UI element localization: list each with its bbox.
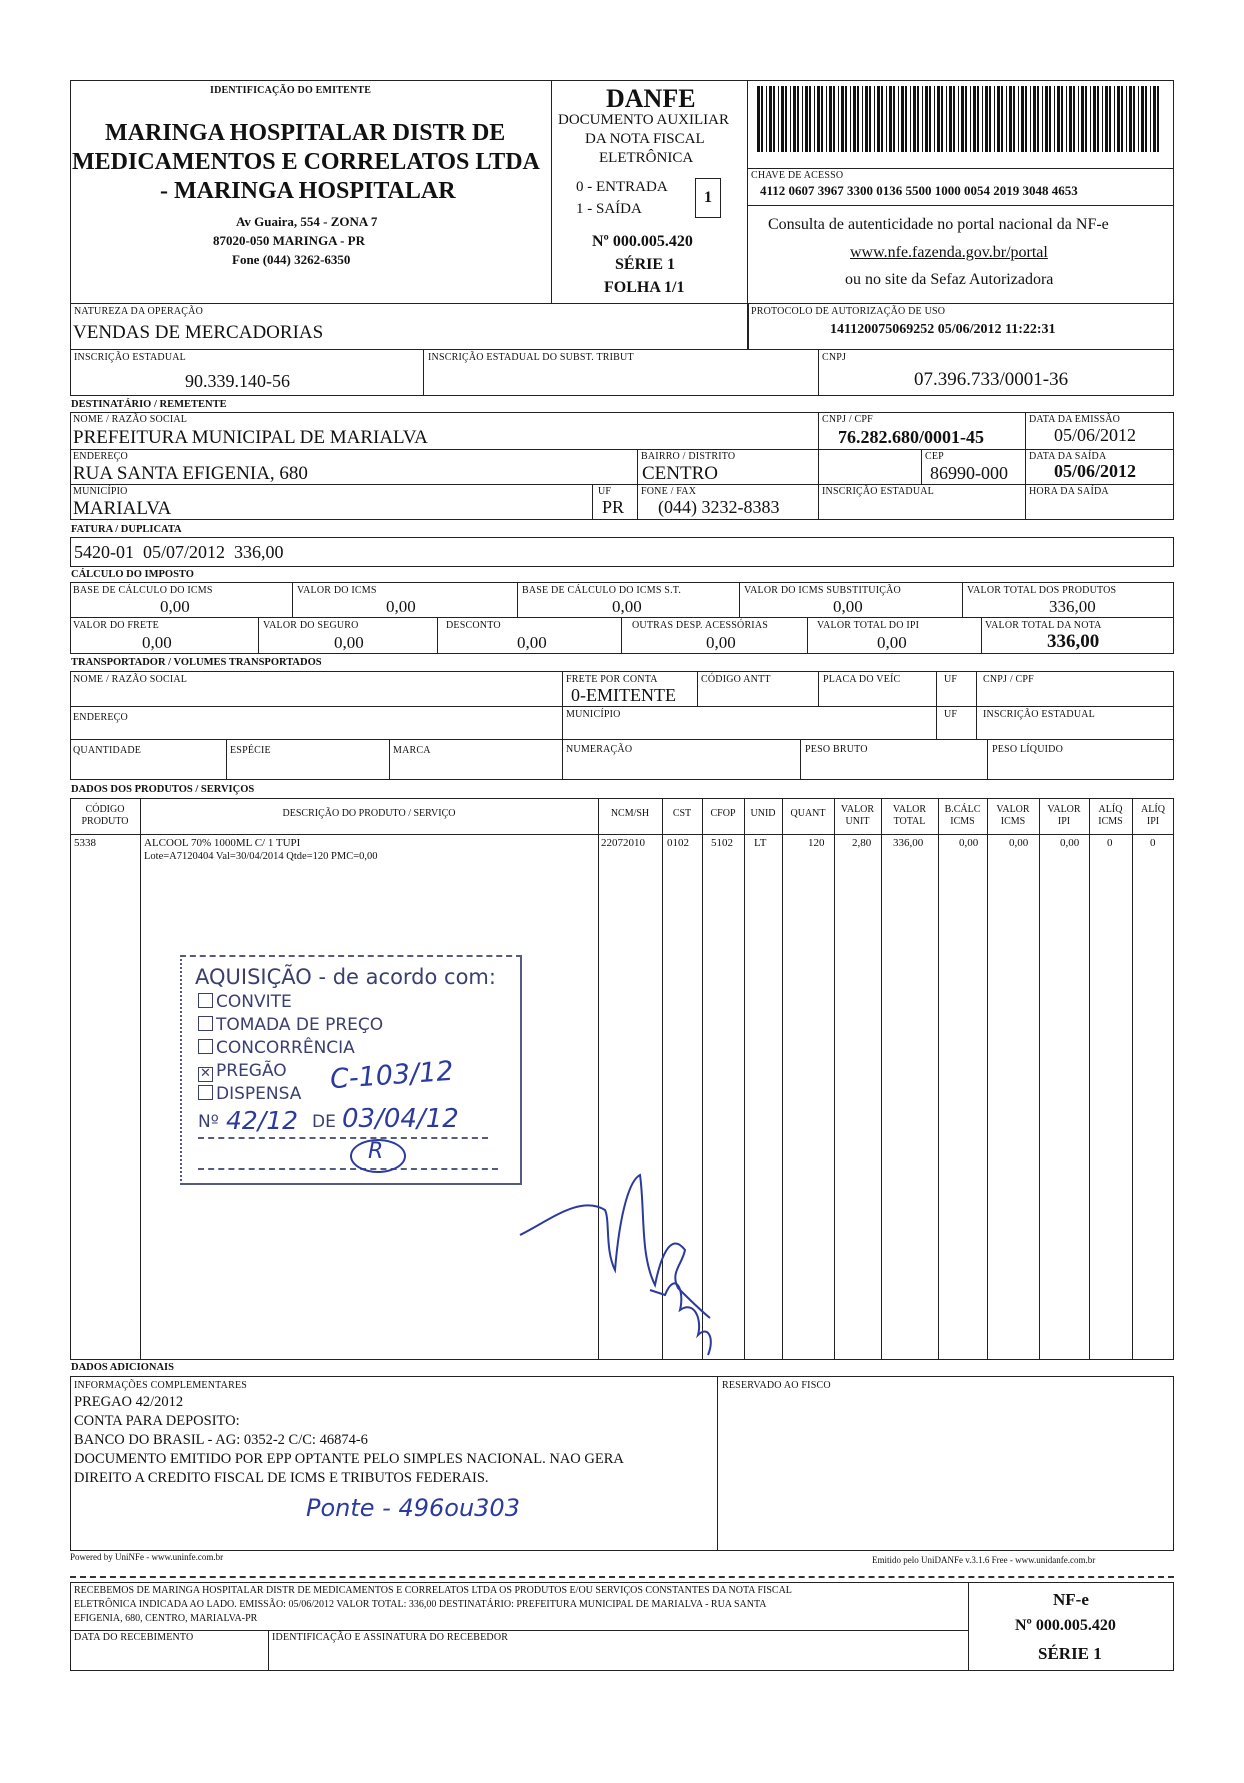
stamp-option	[198, 1038, 355, 1058]
barcode-bar	[793, 86, 796, 152]
barcode-bar	[994, 86, 995, 152]
prod-descricao: ALCOOL 70% 1000ML C/ 1 TUPI	[144, 837, 301, 849]
barcode-bar	[802, 86, 803, 152]
transp-peso-liquido-label: PESO LÍQUIDO	[992, 744, 1064, 755]
barcode-bar	[934, 86, 935, 152]
barcode-bar	[805, 86, 808, 152]
barcode-bar	[925, 86, 928, 152]
cnpj-value: 07.396.733/0001-36	[914, 369, 1069, 390]
table-header-cell: VALOR TOTAL	[892, 804, 927, 827]
chave-consulta-url[interactable]: www.nfe.fazenda.gov.br/portal	[850, 244, 1048, 261]
barcode-bar	[1081, 86, 1084, 152]
cut-line	[70, 1576, 1174, 1578]
barcode-bar	[841, 86, 844, 152]
stamp-option-label: DISPENSA	[216, 1084, 302, 1104]
barcode-bar	[1157, 86, 1159, 152]
transp-uf-label: UF	[944, 674, 958, 685]
stamp-option-label: CONVITE	[216, 992, 292, 1012]
barcode-bar	[1109, 86, 1111, 152]
natureza-value: VENDAS DE MERCADORIAS	[73, 322, 324, 343]
barcode-bar	[1093, 86, 1096, 152]
barcode-bar	[773, 86, 775, 152]
barcode-bar	[865, 86, 868, 152]
dest-cnpj-label: CNPJ / CPF	[822, 414, 873, 425]
transp-uf2-label: UF	[944, 709, 958, 720]
canhoto-assinatura-label: IDENTIFICAÇÃO E ASSINATURA DO RECEBEDOR	[272, 1632, 509, 1643]
barcode-bar	[809, 86, 811, 152]
table-header-cell: CST	[672, 808, 692, 819]
frete-value: 0,00	[142, 633, 172, 652]
ie-value: 90.339.140-56	[185, 371, 290, 391]
barcode-bar	[961, 86, 964, 152]
chave-value: 4112 0607 3967 3300 0136 5500 1000 0054 2019 3048 4653	[760, 183, 1078, 198]
barcode-bar	[917, 86, 919, 152]
barcode-bar	[977, 86, 979, 152]
barcode-bar	[853, 86, 856, 152]
prod-unid: LT	[754, 837, 767, 849]
ie-label: INSCRIÇÃO ESTADUAL	[74, 352, 186, 363]
stamp-de: DE	[312, 1112, 336, 1132]
total-ipi-label: VALOR TOTAL DO IPI	[817, 620, 920, 631]
barcode-bar	[1018, 86, 1019, 152]
seguro-value: 0,00	[334, 633, 364, 652]
seguro-label: VALOR DO SEGURO	[263, 620, 359, 631]
icms-subst-label: VALOR DO ICMS SUBSTITUIÇÃO	[744, 585, 901, 596]
prod-aliq-icms: 0	[1107, 837, 1113, 849]
barcode-bar	[845, 86, 847, 152]
barcode-bar	[1033, 86, 1036, 152]
danfe-entrada: 0 - ENTRADA	[576, 179, 668, 195]
info-label: INFORMAÇÕES COMPLEMENTARES	[74, 1380, 248, 1391]
fatura-section: FATURA / DUPLICATA	[71, 524, 182, 535]
barcode-bar	[1114, 86, 1115, 152]
dest-cnpj: 76.282.680/0001-45	[838, 427, 984, 447]
danfe-saida: 1 - SAÍDA	[576, 201, 642, 217]
base-icms-st-value: 0,00	[612, 597, 642, 616]
barcode-bar	[785, 86, 787, 152]
barcode-bar	[1090, 86, 1091, 152]
emitente-name-line3: - MARINGA HOSPITALAR	[160, 178, 456, 204]
barcode-bar	[1138, 86, 1139, 152]
barcode-bar	[982, 86, 983, 152]
dest-hora-label: HORA DA SAÍDA	[1029, 486, 1109, 497]
dest-ie-label: INSCRIÇÃO ESTADUAL	[822, 486, 934, 497]
barcode-bar	[1153, 86, 1156, 152]
dest-saida: 05/06/2012	[1054, 461, 1137, 481]
canhoto-text1: RECEBEMOS DE MARINGA HOSPITALAR DISTR DE MEDICAMENTOS E CORRELATOS LTDA OS PRODUTOS E/OU SERVIÇOS CONSTANTES DA NOTA FISCAL	[74, 1585, 792, 1596]
prod-bcalc: 0,00	[959, 837, 979, 849]
checkbox-icon	[198, 993, 213, 1008]
barcode-bar	[1145, 86, 1147, 152]
total-nota-label: VALOR TOTAL DA NOTA	[985, 620, 1102, 631]
barcode-bar	[877, 86, 880, 152]
danfe-numero: Nº 000.005.420	[592, 233, 693, 250]
barcode-bar	[1069, 86, 1072, 152]
barcode-bar	[814, 86, 815, 152]
barcode-bar	[761, 86, 763, 152]
barcode-bar	[922, 86, 923, 152]
barcode-bar	[778, 86, 779, 152]
barcode-bar	[862, 86, 863, 152]
barcode-bar	[953, 86, 955, 152]
prod-codigo: 5338	[74, 837, 96, 849]
prod-vipi: 0,00	[1060, 837, 1080, 849]
table-header-cell: CFOP	[710, 808, 736, 819]
transp-especie-label: ESPÉCIE	[230, 745, 271, 756]
barcode-bar	[1013, 86, 1015, 152]
barcode	[755, 86, 1165, 152]
barcode-bar	[905, 86, 907, 152]
stamp-numero-prefix: Nº	[198, 1112, 219, 1132]
transp-placa-label: PLACA DO VEÍC	[823, 674, 901, 685]
icms-subst-value: 0,00	[833, 597, 863, 616]
table-column-divider	[782, 798, 783, 1360]
stamp-option	[198, 1084, 301, 1104]
table-header-cell: ALÍQ IPI	[1141, 804, 1165, 827]
total-produtos-label: VALOR TOTAL DOS PRODUTOS	[967, 585, 1117, 596]
info-line-1: PREGAO 42/2012	[74, 1394, 184, 1410]
imposto-section: CÁLCULO DO IMPOSTO	[71, 569, 194, 580]
checkbox-icon	[198, 1085, 213, 1100]
barcode-bar	[1066, 86, 1067, 152]
table-header-cell: B.CÁLC ICMS	[944, 804, 981, 827]
barcode-bar	[937, 86, 940, 152]
barcode-bar	[913, 86, 916, 152]
danfe-sub3: ELETRÔNICA	[599, 150, 694, 166]
dest-emissao-label: DATA DA EMISSÃO	[1029, 414, 1121, 425]
transp-municipio-label: MUNICÍPIO	[566, 709, 621, 720]
transporte-section: TRANSPORTADOR / VOLUMES TRANSPORTADOS	[71, 657, 322, 668]
barcode-bar	[1021, 86, 1024, 152]
outras-desp-label: OUTRAS DESP. ACESSÓRIAS	[632, 620, 769, 631]
dest-nome-label: NOME / RAZÃO SOCIAL	[73, 414, 188, 425]
table-header-cell: CÓDIGO PRODUTO	[81, 804, 129, 827]
handwritten-signature	[510, 1150, 750, 1370]
stamp-initials: R	[368, 1139, 384, 1164]
transp-nome-label: NOME / RAZÃO SOCIAL	[73, 674, 188, 685]
base-icms-label: BASE DE CÁLCULO DO ICMS	[73, 585, 213, 596]
barcode-bar	[941, 86, 943, 152]
dest-fone: (044) 3232-8383	[658, 497, 780, 517]
chave-consulta1: Consulta de autenticidade no portal nacional da NF-e	[768, 216, 1109, 233]
info-handwritten: Ponte - 496ou303	[306, 1494, 520, 1522]
canhoto-numero: Nº 000.005.420	[1015, 1617, 1116, 1634]
emitente-phone: Fone (044) 3262-6350	[232, 252, 351, 267]
adicionais-section: DADOS ADICIONAIS	[71, 1362, 174, 1373]
barcode-bar	[766, 86, 767, 152]
barcode-bar	[1030, 86, 1031, 152]
barcode-bar	[970, 86, 971, 152]
barcode-bar	[958, 86, 959, 152]
prod-vunit: 2,80	[852, 837, 872, 849]
prod-cst: 0102	[667, 837, 689, 849]
stamp-handwritten: C-103/12	[329, 1055, 455, 1096]
barcode-bar	[1057, 86, 1060, 152]
table-column-divider	[1132, 798, 1133, 1360]
stamp-option	[198, 1015, 383, 1035]
barcode-bar	[1097, 86, 1099, 152]
checkbox-icon: ✕	[198, 1067, 213, 1082]
dest-emissao: 05/06/2012	[1054, 425, 1137, 445]
barcode-bar	[874, 86, 875, 152]
barcode-bar	[797, 86, 799, 152]
barcode-bar	[1121, 86, 1123, 152]
valor-icms-value: 0,00	[386, 597, 416, 616]
info-line-4: DOCUMENTO EMITIDO POR EPP OPTANTE PELO SIMPLES NACIONAL. NAO GERA	[74, 1451, 624, 1467]
emitente-name-line1: MARINGA HOSPITALAR DISTR DE	[105, 120, 506, 146]
barcode-bar	[929, 86, 931, 152]
barcode-bar	[1045, 86, 1048, 152]
table-column-divider	[140, 798, 141, 1360]
table-column-divider	[938, 798, 939, 1360]
prod-vtotal: 336,00	[893, 837, 924, 849]
protocolo-label: PROTOCOLO DE AUTORIZAÇÃO DE USO	[751, 306, 946, 317]
transp-marca-label: MARCA	[393, 745, 431, 756]
barcode-bar	[1025, 86, 1027, 152]
stamp-option-label: PREGÃO	[216, 1061, 287, 1081]
barcode-bar	[1037, 86, 1039, 152]
dest-nome: PREFEITURA MUNICIPAL DE MARIALVA	[73, 427, 428, 448]
danfe-sub1: DOCUMENTO AUXILIAR	[558, 112, 729, 128]
total-ipi-value: 0,00	[877, 633, 907, 652]
valor-icms-label: VALOR DO ICMS	[297, 585, 377, 596]
stamp-data: 03/04/12	[342, 1104, 459, 1134]
barcode-bar	[1054, 86, 1055, 152]
stamp-option	[198, 1061, 287, 1082]
barcode-bar	[1129, 86, 1132, 152]
emitente-section-label: IDENTIFICAÇÃO DO EMITENTE	[210, 85, 372, 96]
danfe-serie: SÉRIE 1	[615, 256, 676, 273]
table-header-cell: DESCRIÇÃO DO PRODUTO / SERVIÇO	[282, 808, 456, 819]
barcode-bar	[889, 86, 892, 152]
emitente-city: 87020-050 MARINGA - PR	[213, 233, 366, 248]
barcode-bar	[1133, 86, 1135, 152]
table-header-cell: NCM/SH	[610, 808, 650, 819]
barcode-bar	[1061, 86, 1063, 152]
table-column-divider	[834, 798, 835, 1360]
prod-vicms: 0,00	[1009, 837, 1029, 849]
barcode-bar	[1102, 86, 1103, 152]
table-column-divider	[1039, 798, 1040, 1360]
dest-saida-label: DATA DA SAÍDA	[1029, 451, 1107, 462]
dest-cep-label: CEP	[925, 451, 944, 462]
barcode-bar	[829, 86, 832, 152]
dest-uf: PR	[602, 497, 625, 517]
info-line-2: CONTA PARA DEPOSITO:	[74, 1413, 240, 1429]
chave-consulta2: ou no site da Sefaz Autorizadora	[845, 271, 1054, 288]
canhoto-serie: SÉRIE 1	[1038, 1644, 1102, 1663]
transp-quantidade-label: QUANTIDADE	[73, 745, 142, 756]
barcode-bar	[893, 86, 895, 152]
transp-frete: 0-EMITENTE	[571, 685, 676, 705]
emitente-name-line2: MEDICAMENTOS E CORRELATOS LTDA	[72, 149, 540, 175]
barcode-bar	[946, 86, 947, 152]
natureza-label: NATUREZA DA OPERAÇÃO	[74, 306, 204, 317]
barcode-bar	[850, 86, 851, 152]
barcode-bar	[821, 86, 823, 152]
barcode-bar	[949, 86, 952, 152]
transp-numeracao-label: NUMERAÇÃO	[566, 744, 633, 755]
canhoto-text2: ELETRÔNICA INDICADA AO LADO. EMISSÃO: 05/06/2012 VALOR TOTAL: 336,00 DESTINATÁRIO: PREFEITURA MUNICIPAL DE MARIALVA - RUA SANTA	[74, 1599, 767, 1610]
info-line-5: DIREITO A CREDITO FISCAL DE ICMS E TRIBUTOS FEDERAIS.	[74, 1470, 489, 1486]
stamp-title: AQUISIÇÃO - de acordo com:	[195, 965, 496, 989]
checkbox-icon	[198, 1016, 213, 1031]
barcode-bar	[989, 86, 991, 152]
ie-st-label: INSCRIÇÃO ESTADUAL DO SUBST. TRIBUT	[428, 352, 634, 363]
canhoto-nfe: NF-e	[1053, 1590, 1089, 1609]
danfe-folha: FOLHA 1/1	[604, 279, 685, 296]
prod-lote: Lote=A7120404 Val=30/04/2014 Qtde=120 PMC=0,00	[144, 851, 378, 862]
prod-ncm: 22072010	[601, 837, 645, 849]
danfe-title: DANFE	[606, 84, 696, 113]
barcode-bar	[973, 86, 976, 152]
barcode-bar	[898, 86, 899, 152]
danfe-sub2: DA NOTA FISCAL	[585, 131, 705, 147]
desconto-value: 0,00	[517, 633, 547, 652]
prod-aliq-ipi: 0	[1150, 837, 1156, 849]
dest-fone-label: FONE / FAX	[641, 486, 697, 497]
protocolo-value: 141120075069252 05/06/2012 11:22:31	[830, 322, 1056, 337]
canhoto-data-label: DATA DO RECEBIMENTO	[74, 1632, 194, 1643]
destinatario-section: DESTINATÁRIO / REMETENTE	[71, 399, 227, 410]
canhoto-text3: EFIGENIA, 680, CENTRO, MARIALVA-PR	[74, 1613, 258, 1624]
cnpj-label: CNPJ	[822, 352, 847, 363]
table-header-cell: VALOR UNIT	[840, 804, 875, 827]
table-column-divider	[1089, 798, 1090, 1360]
barcode-bar	[1126, 86, 1127, 152]
barcode-bar	[838, 86, 839, 152]
dest-uf-label: UF	[598, 486, 612, 497]
barcode-bar	[1001, 86, 1003, 152]
table-header-cell: QUANT	[790, 808, 826, 819]
barcode-bar	[1150, 86, 1151, 152]
barcode-bar	[857, 86, 859, 152]
barcode-bar	[757, 86, 760, 152]
base-icms-value: 0,00	[160, 597, 190, 616]
stamp-option-label: CONCORRÊNCIA	[216, 1038, 355, 1058]
stamp-option-label: TOMADA DE PREÇO	[216, 1015, 384, 1035]
barcode-bar	[1042, 86, 1043, 152]
barcode-bar	[769, 86, 772, 152]
fisco-label: RESERVADO AO FISCO	[722, 1380, 831, 1391]
danfe-tipo: 1	[704, 189, 712, 206]
frete-label: VALOR DO FRETE	[73, 620, 159, 631]
barcode-bar	[1009, 86, 1012, 152]
prod-quant: 120	[808, 837, 825, 849]
base-icms-st-label: BASE DE CÁLCULO DO ICMS S.T.	[522, 585, 682, 596]
info-line-3: BANCO DO BRASIL - AG: 0352-2 C/C: 46874-6	[74, 1432, 368, 1448]
transp-antt-label: CÓDIGO ANTT	[701, 674, 771, 685]
dest-cep: 86990-000	[930, 463, 1008, 483]
barcode-bar	[985, 86, 988, 152]
transp-endereco-label: ENDEREÇO	[73, 712, 128, 723]
barcode-bar	[910, 86, 911, 152]
table-header-cell: VALOR ICMS	[996, 804, 1030, 827]
transp-cnpj-label: CNPJ / CPF	[983, 674, 1034, 685]
barcode-bar	[1073, 86, 1075, 152]
barcode-bar	[869, 86, 871, 152]
dest-endereco-label: ENDEREÇO	[73, 451, 128, 462]
table-column-divider	[881, 798, 882, 1360]
chave-label: CHAVE DE ACESSO	[751, 170, 844, 181]
table-header-cell: UNID	[750, 808, 776, 819]
transp-ie-label: INSCRIÇÃO ESTADUAL	[983, 709, 1095, 720]
barcode-bar	[886, 86, 887, 152]
barcode-bar	[997, 86, 1000, 152]
checkbox-icon	[198, 1039, 213, 1054]
stamp-numero: 42/12	[226, 1106, 299, 1135]
total-nota-value: 336,00	[1047, 631, 1100, 652]
dest-bairro-label: BAIRRO / DISTRITO	[641, 451, 736, 462]
dest-municipio-label: MUNICÍPIO	[73, 486, 128, 497]
powered-by: Powered by UniNFe - www.uninfe.com.br	[70, 1552, 224, 1562]
prod-cfop: 5102	[711, 837, 733, 849]
table-column-divider	[987, 798, 988, 1360]
barcode-bar	[965, 86, 967, 152]
desconto-label: DESCONTO	[446, 620, 501, 631]
stamp-option	[198, 992, 292, 1012]
table-header-cell: ALÍQ ICMS	[1098, 804, 1123, 827]
total-produtos-value: 336,00	[1049, 597, 1096, 616]
produtos-section: DADOS DOS PRODUTOS / SERVIÇOS	[71, 784, 255, 795]
barcode-bar	[826, 86, 827, 152]
barcode-bar	[1141, 86, 1144, 152]
dest-endereco: RUA SANTA EFIGENIA, 680	[73, 463, 308, 484]
transp-frete-label: FRETE POR CONTA	[566, 674, 658, 685]
barcode-bar	[833, 86, 835, 152]
barcode-bar	[790, 86, 791, 152]
barcode-bar	[1006, 86, 1007, 152]
transp-peso-bruto-label: PESO BRUTO	[805, 744, 868, 755]
barcode-bar	[881, 86, 883, 152]
barcode-bar	[901, 86, 904, 152]
barcode-bar	[817, 86, 820, 152]
emitente-address: Av Guaira, 554 - ZONA 7	[236, 214, 378, 229]
emitido-por: Emitido pelo UniDANFe v.3.1.6 Free - www.unidanfe.com.br	[872, 1555, 1096, 1565]
barcode-bar	[1078, 86, 1079, 152]
dest-municipio: MARIALVA	[73, 498, 172, 519]
barcode-bar	[1085, 86, 1087, 152]
fatura-value: 5420-01 05/07/2012 336,00	[74, 542, 284, 562]
barcode-bar	[1105, 86, 1108, 152]
outras-desp-value: 0,00	[706, 633, 736, 652]
barcode-bar	[781, 86, 784, 152]
barcode-bar	[1117, 86, 1120, 152]
table-header-cell: VALOR IPI	[1047, 804, 1081, 827]
barcode-bar	[1049, 86, 1051, 152]
dest-bairro: CENTRO	[642, 463, 718, 484]
